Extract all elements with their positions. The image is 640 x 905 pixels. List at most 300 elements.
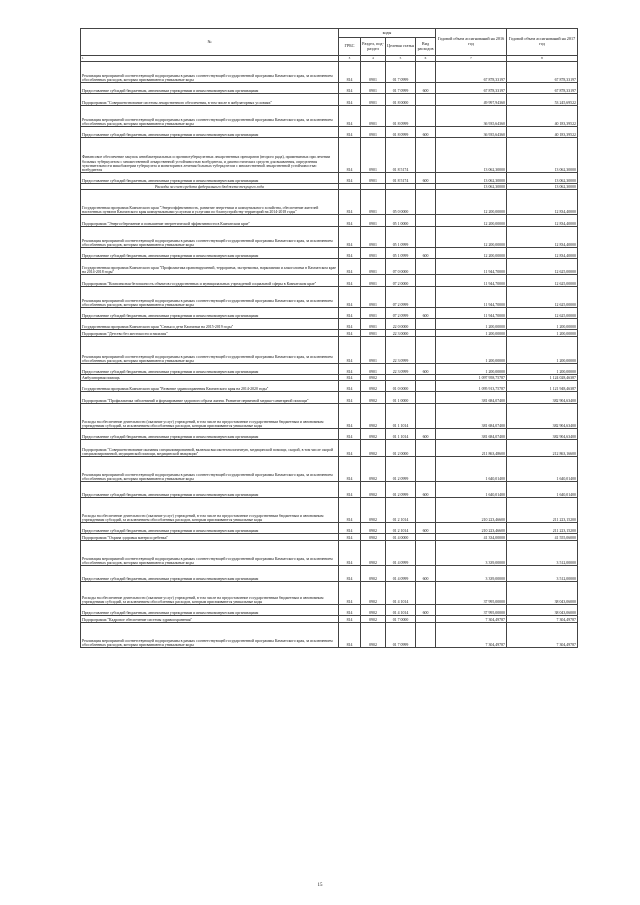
cell-grbs: 814 [339,523,361,534]
cell-amount-2017: 13 062,30000 [507,184,578,190]
cell-amount-2016: 1 640,01400 [436,482,507,498]
cell-amount-2017: 212 863,16600 [507,440,578,457]
cell-section: 0901 [361,127,386,138]
cell-expense-type: 600 [416,248,436,259]
cell-amount-2016: 12 200,00000 [436,190,507,215]
cell-expense-type [416,62,436,83]
cell-section: 0901 [361,319,386,330]
cell-amount-2016: 12 200,00000 [436,215,507,227]
cell-description: Реализация мероприятий соответствующей подпрограммы в рамках соответствующей государственной программы Камчатского края, за исключением обособленных расходов, которым присваиваются уникальные коды [81,287,339,308]
table-row [81,173,578,184]
cell-description: Реализация мероприятий соответствующей подпрограммы в рамках соответствующей государственной программы Камчатского края, за исключением обособленных расходов, которым присваиваются уникальные коды [81,62,339,83]
cell-amount-2016: 11 944,70000 [436,275,507,287]
cell-amount-2017: 7 304,49787 [507,616,578,623]
table-row [81,566,578,582]
table-row [81,457,578,482]
header-grbs: ГРБС [339,38,361,56]
table-row [81,392,578,404]
table-row [81,330,578,337]
cell-amount-2016: 1 200,00000 [436,319,507,330]
cell-expense-type: 600 [416,566,436,582]
cell-expense-type [416,319,436,330]
col-num-1: 1 [81,56,339,62]
table-row [81,482,578,498]
cell-grbs: 814 [339,215,361,227]
header-number: № [81,29,339,56]
cell-amount-2016: 3 339,00000 [436,566,507,582]
cell-amount-2016: 1 200,00000 [436,330,507,337]
cell-section: 0901 [361,227,386,248]
cell-amount-2017: 12 834,40000 [507,248,578,259]
cell-amount-2016: 11 944,70000 [436,308,507,319]
cell-description: Подпрограмма "Охрана здоровья матери и ребенка" [81,534,339,541]
cell-amount-2016: 11 944,70000 [436,287,507,308]
cell-amount-2017: 211 223,15200 [507,523,578,534]
cell-target: 01 8 5174 [386,173,416,184]
cell-amount-2016: 12 200,00000 [436,248,507,259]
cell-target: 01 4 0999 [386,541,416,566]
cell-section: 0902 [361,498,386,523]
cell-section: 0901 [361,259,386,275]
cell-section: 0901 [361,287,386,308]
cell-amount-2017: 1 200,00000 [507,330,578,337]
cell-amount-2016: 37 995,00000 [436,582,507,605]
table-row [81,616,578,623]
cell-amount-2017: 3 512,00000 [507,541,578,566]
cell-amount-2017: 7 304,49787 [507,623,578,648]
cell-expense-type: 600 [416,308,436,319]
table-body [81,62,578,648]
cell-expense-type [416,106,436,127]
cell-amount-2016: 67 878,33197 [436,83,507,94]
cell-expense-type [416,215,436,227]
cell-amount-2017: 12 834,40000 [507,227,578,248]
cell-description: Предоставление субсидий бюджетным, автономным учреждениям и иным некоммерческим организациям [81,482,339,498]
cell-amount-2017: 67 878,33197 [507,62,578,83]
cell-description: Подпрограмма "Детство без жестокости и насилия" [81,330,339,337]
cell-grbs: 814 [339,482,361,498]
cell-target: 01 8 0999 [386,106,416,127]
header-amount-2017: Годовой объем ассигнований на 2017 год [507,29,578,56]
cell-target: 01 8 0000 [386,94,416,106]
cell-grbs: 814 [339,534,361,541]
cell-amount-2016: 13 062,30000 [436,138,507,173]
table-row [81,498,578,523]
cell-target: 22 3 0999 [386,337,416,364]
table-row [81,523,578,534]
cell-grbs: 814 [339,94,361,106]
cell-grbs: 814 [339,541,361,566]
table-row [81,308,578,319]
cell-section: 0902 [361,404,386,429]
cell-amount-2016: 13 062,30000 [436,173,507,184]
cell-expense-type [416,582,436,605]
cell-description: Реализация мероприятий соответствующей подпрограммы в рамках соответствующей государственной программы Камчатского края, за исключением обособленных расходов, которым присваиваются уникальные коды [81,227,339,248]
cell-description: Предоставление субсидий бюджетным, автономным учреждениям и иным некоммерческим организациям [81,308,339,319]
table-row [81,381,578,392]
cell-amount-2016: 41 334,00000 [436,534,507,541]
cell-section: 0901 [361,62,386,83]
cell-section: 0901 [361,173,386,184]
cell-expense-type: 600 [416,605,436,616]
cell-section: 0902 [361,457,386,482]
cell-section: 0901 [361,106,386,127]
cell-amount-2016: 36 935,64360 [436,106,507,127]
cell-amount-2016: 13 062,30000 [436,184,507,190]
cell-amount-2017: 211 223,15200 [507,498,578,523]
cell-expense-type [416,275,436,287]
cell-grbs: 814 [339,62,361,83]
cell-amount-2017: 67 878,33197 [507,83,578,94]
cell-description: Подпрограмма "Комплексная безопасность объектов государственных и муниципальных учреждений социальной сферы в Камчатском крае" [81,275,339,287]
cell-description: Предоставление субсидий бюджетным, автономным учреждениям и иным некоммерческим организациям [81,248,339,259]
cell-amount-2017: 382 904,63400 [507,429,578,440]
table-row [81,623,578,648]
cell-description: Реализация мероприятий соответствующей подпрограммы в рамках соответствующей государственной программы Камчатского края, за исключением обособленных расходов, которым присваиваются уникальные коды [81,337,339,364]
cell-expense-type: 600 [416,523,436,534]
cell-section: 0901 [361,275,386,287]
cell-amount-2016: 210 223,46600 [436,523,507,534]
cell-amount-2016: 1 097 958,75787 [436,375,507,381]
cell-description: Расходы на обеспечение деятельности (оказание услуг) учреждений, в том числе на предоставление государственным бюджетным и автономным учреждениям субсидий, за исключением обособленных расходов, которым присваиваются уникальные коды [81,498,339,523]
col-num-6: 6 [416,56,436,62]
cell-amount-2016: 7 304,49787 [436,623,507,648]
cell-amount-2017: 1 121 948,46387 [507,381,578,392]
cell-target: 07 2 0999 [386,287,416,308]
cell-section: 0902 [361,392,386,404]
cell-grbs: 814 [339,275,361,287]
cell-expense-type [416,616,436,623]
table-row [81,364,578,375]
cell-description: Государственная программа Камчатского края "Семья и дети Камчатки на 2015-2019 годы" [81,319,339,330]
table-row [81,429,578,440]
cell-target: 01 2 0999 [386,457,416,482]
cell-section: 0902 [361,623,386,648]
cell-grbs: 814 [339,287,361,308]
cell-section: 0902 [361,429,386,440]
cell-description: Подпрограмма "Совершенствование системы лекарственного обеспечения, в том числе в амбулаторных условиях" [81,94,339,106]
cell-expense-type [416,498,436,523]
cell-amount-2016: 210 223,46600 [436,498,507,523]
cell-amount-2017: 3 512,00000 [507,566,578,582]
cell-expense-type [416,623,436,648]
col-num-4: 4 [361,56,386,62]
cell-grbs: 814 [339,330,361,337]
cell-amount-2017: 12 625,00000 [507,275,578,287]
table-row [81,404,578,429]
budget-sheet [80,28,577,648]
cell-description: Государственная программа Камчатского края "Развитие здравоохранения Камчатского края на 2014-2020 годы" [81,381,339,392]
header-expense-type: Вид расходов [416,38,436,56]
cell-amount-2017: 38 043,06000 [507,605,578,616]
cell-amount-2017: 1 200,00000 [507,319,578,330]
cell-grbs: 814 [339,337,361,364]
cell-amount-2017: 40 183,39522 [507,106,578,127]
cell-amount-2017: 13 062,30000 [507,173,578,184]
table-row [81,287,578,308]
cell-amount-2016: 11 944,70000 [436,259,507,275]
cell-description: Государственная программа Камчатского края "Профилактика правонарушений, терроризма, экстремизма, наркомании и алкоголизма в Камчатском крае на 2014-2018 годы" [81,259,339,275]
cell-expense-type: 600 [416,127,436,138]
cell-target: 05 1 0999 [386,227,416,248]
cell-grbs: 814 [339,173,361,184]
cell-grbs: 814 [339,259,361,275]
cell-grbs: 814 [339,138,361,173]
cell-amount-2017: 382 904,63400 [507,404,578,429]
cell-expense-type [416,337,436,364]
cell-expense-type [416,534,436,541]
cell-target: 01 2 1014 [386,523,416,534]
table-row [81,605,578,616]
cell-amount-2016: 37 995,00000 [436,605,507,616]
header-target: Целевая статья [386,38,416,56]
cell-grbs: 814 [339,190,361,215]
cell-amount-2017: 1 200,00000 [507,364,578,375]
cell-expense-type [416,227,436,248]
cell-expense-type [416,392,436,404]
cell-section: 0902 [361,381,386,392]
cell-description: Подпрограмма "Совершенствование оказания специализированной, включая высокотехнологичную, медицинской помощи, скорой, в том числе скорой специализированной, медицинской помощи, медицинской эвакуации" [81,440,339,457]
cell-section: 0901 [361,215,386,227]
cell-target: 01 8 5174 [386,138,416,173]
cell-amount-2016: 67 878,33197 [436,62,507,83]
cell-grbs: 814 [339,566,361,582]
cell-amount-2016: 1 200,00000 [436,337,507,364]
cell-description: Предоставление субсидий бюджетным, автономным учреждениям и иным некоммерческим организациям [81,429,339,440]
cell-target: 01 1 1014 [386,429,416,440]
cell-expense-type [416,138,436,173]
cell-amount-2016: 381 684,07400 [436,404,507,429]
cell-section: 0902 [361,523,386,534]
header-amount-2016: Годовой объем ассигнований на 2016 год [436,29,507,56]
cell-expense-type [416,94,436,106]
col-num-7: 7 [436,56,507,62]
page-number: 15 [317,883,323,888]
cell-expense-type: 600 [416,429,436,440]
cell-description: Предоставление субсидий бюджетным, автономным учреждениям и иным некоммерческим организациям [81,173,339,184]
cell-section: 0902 [361,616,386,623]
cell-amount-2017: 41 555,06000 [507,534,578,541]
cell-expense-type [416,381,436,392]
cell-description: Подпрограмма "Энергосбережение и повышение энергетической эффективности в Камчатском крае" [81,215,339,227]
cell-amount-2017: 12 625,00000 [507,308,578,319]
table-row [81,541,578,566]
cell-description: Расходы на обеспечение деятельности (оказание услуг) учреждений, в том числе на предоставление государственным бюджетным и автономным учреждениям субсидий, за исключением обособленных расходов, которым присваиваются уникальные коды [81,582,339,605]
cell-target: 01 4 0000 [386,534,416,541]
cell-description: Реализация мероприятий соответствующей подпрограммы в рамках соответствующей государственной программы Камчатского края, за исключением обособленных расходов, которым присваиваются уникальные коды [81,457,339,482]
cell-section: 0902 [361,534,386,541]
table-row [81,534,578,541]
cell-description: Реализация мероприятий соответствующей подпрограммы в рамках соответствующей государственной программы Камчатского края, за исключением обособленных расходов, которым присваиваются уникальные коды [81,623,339,648]
cell-amount-2017: 12 834,40000 [507,215,578,227]
table-row [81,94,578,106]
cell-expense-type [416,541,436,566]
cell-amount-2017: 53 245,69522 [507,94,578,106]
cell-grbs: 814 [339,375,361,381]
cell-expense-type [416,259,436,275]
cell-amount-2016: 381 684,07400 [436,429,507,440]
cell-description: Расходы за счет средств федерального бюджета текущего года [81,184,339,190]
table-row [81,227,578,248]
table-row [81,138,578,173]
cell-amount-2016: 381 684,07400 [436,392,507,404]
cell-grbs: 814 [339,457,361,482]
table-row [81,248,578,259]
table-row [81,440,578,457]
table-row [81,127,578,138]
cell-section: 0902 [361,605,386,616]
cell-section: 0901 [361,248,386,259]
cell-amount-2016: 12 200,00000 [436,227,507,248]
cell-description: Предоставление субсидий бюджетным, автономным учреждениям и иным некоммерческим организациям [81,605,339,616]
cell-description: Подпрограмма "Профилактика заболеваний и формирование здорового образа жизни. Развитие первичной медико-санитарной помощи" [81,392,339,404]
cell-section: 0902 [361,541,386,566]
cell-target: 01 7 0999 [386,62,416,83]
cell-grbs: 814 [339,319,361,330]
cell-description: Предоставление субсидий бюджетным, автономным учреждениям и иным некоммерческим организациям [81,127,339,138]
cell-target: 01 1 0000 [386,392,416,404]
cell-grbs: 814 [339,106,361,127]
cell-section: 0901 [361,190,386,215]
table-row [81,275,578,287]
cell-grbs: 814 [339,605,361,616]
cell-expense-type: 600 [416,364,436,375]
cell-target: 01 2 1014 [386,498,416,523]
table-row [81,190,578,215]
cell-target: 05 1 0000 [386,215,416,227]
cell-target: 01 2 0000 [386,440,416,457]
cell-expense-type [416,404,436,429]
cell-target: 01 7 0999 [386,83,416,94]
cell-grbs: 814 [339,381,361,392]
cell-description: Реализация мероприятий соответствующей подпрограммы в рамках соответствующей государственной программы Камчатского края, за исключением обособленных расходов, которым присваиваются уникальные коды [81,106,339,127]
budget-table [80,28,578,648]
cell-section: 0901 [361,330,386,337]
table-row [81,215,578,227]
cell-grbs: 814 [339,127,361,138]
cell-target: 22 0 0000 [386,319,416,330]
table-row [81,62,578,83]
cell-amount-2016: 1 095 913,75787 [436,381,507,392]
cell-target: 05 1 0999 [386,248,416,259]
cell-section: 0901 [361,83,386,94]
cell-target: 07 0 0000 [386,259,416,275]
header-section: Раздел, под-раздел [361,38,386,56]
cell-grbs: 814 [339,227,361,248]
cell-grbs: 814 [339,498,361,523]
cell-description: Расходы на обеспечение деятельности (оказание услуг) учреждений, в том числе на предоставление государственным бюджетным и автономным учреждениям субсидий, за исключением обособленных расходов, которым присваиваются уникальные коды [81,404,339,429]
col-num-8: 8 [507,56,578,62]
cell-grbs: 814 [339,308,361,319]
cell-amount-2016: 49 997,94360 [436,94,507,106]
cell-amount-2017: 12 834,40000 [507,190,578,215]
cell-target: 01 7 0000 [386,616,416,623]
cell-target: 01 1 1014 [386,404,416,429]
table-row [81,106,578,127]
cell-amount-2017: 12 625,00000 [507,287,578,308]
cell-target: 01 0 0000 [386,381,416,392]
cell-amount-2016: 36 935,64360 [436,127,507,138]
cell-expense-type: 600 [416,83,436,94]
header-codes: коды [339,29,436,38]
table-header [81,29,578,62]
cell-target: 01 4 1014 [386,605,416,616]
cell-target: 05 0 0000 [386,190,416,215]
cell-target: 22 3 0000 [386,330,416,337]
cell-grbs: 814 [339,404,361,429]
table-row [81,319,578,330]
table-row [81,83,578,94]
table-row [81,337,578,364]
col-num-5: 5 [386,56,416,62]
cell-description: Амбулаторная помощь [81,375,339,381]
cell-description: Финансовое обеспечение закупок антибактериальных и противотуберкулезных лекарственных препаратов (второго ряда), применяемых при лечении больных туберкулезом с множественной лекарственной устойчивостью возбудителя, и диагностических средств для выявления, определения чувствительности микобактерии туберкулеза и мониторинга лечения больных туберкулезом с множественной лекарственной устойчивостью возбудителя [81,138,339,173]
cell-expense-type [416,330,436,337]
cell-target: 22 3 0999 [386,364,416,375]
cell-amount-2017: 1 200,00000 [507,337,578,364]
cell-amount-2016: 211 863,48600 [436,440,507,457]
cell-description: Реализация мероприятий соответствующей подпрограммы в рамках соответствующей государственной программы Камчатского края, за исключением обособленных расходов, которым присваиваются уникальные коды [81,541,339,566]
cell-expense-type [416,287,436,308]
cell-description: Предоставление субсидий бюджетным, автономным учреждениям и иным некоммерческим организациям [81,364,339,375]
table-row [81,582,578,605]
cell-target: 07 2 0000 [386,275,416,287]
cell-section: 0902 [361,482,386,498]
cell-section: 0902 [361,440,386,457]
cell-section: 0901 [361,138,386,173]
cell-amount-2017: 12 625,00000 [507,259,578,275]
cell-expense-type [416,190,436,215]
cell-section: 0902 [361,582,386,605]
cell-amount-2016: 1 200,00000 [436,364,507,375]
cell-section: 0901 [361,364,386,375]
cell-amount-2016: 7 304,49787 [436,616,507,623]
cell-amount-2017: 1 640,01400 [507,482,578,498]
cell-section: 0901 [361,337,386,364]
cell-amount-2017: 40 183,39522 [507,127,578,138]
table-row [81,259,578,275]
cell-grbs: 814 [339,623,361,648]
cell-expense-type [416,440,436,457]
cell-section: 0901 [361,308,386,319]
cell-amount-2016: 3 339,00000 [436,541,507,566]
cell-grbs: 814 [339,429,361,440]
cell-target: 01 2 0999 [386,482,416,498]
cell-target: 01 8 0999 [386,127,416,138]
cell-section: 0902 [361,375,386,381]
cell-description: Предоставление субсидий бюджетным, автономным учреждениям и иным некоммерческим организациям [81,523,339,534]
cell-grbs: 814 [339,364,361,375]
cell-section: 0902 [361,566,386,582]
cell-amount-2017: 13 062,30000 [507,138,578,173]
cell-amount-2017: 1 124 028,46387 [507,375,578,381]
cell-section: 0901 [361,94,386,106]
cell-expense-type: 600 [416,482,436,498]
cell-amount-2017: 38 043,06000 [507,582,578,605]
cell-target: 07 2 0999 [386,308,416,319]
cell-amount-2017: 1 640,01400 [507,457,578,482]
cell-grbs: 814 [339,616,361,623]
cell-description: Предоставление субсидий бюджетным, автономным учреждениям и иным некоммерческим организациям [81,83,339,94]
cell-target: 01 4 0999 [386,566,416,582]
cell-description: Предоставление субсидий бюджетным, автономным учреждениям и иным некоммерческим организациям [81,566,339,582]
col-num-3: 3 [339,56,361,62]
cell-amount-2016: 1 640,01400 [436,457,507,482]
cell-grbs: 814 [339,392,361,404]
cell-description: Подпрограмма "Кадровое обеспечение системы здравоохранения" [81,616,339,623]
cell-target: 01 7 0999 [386,623,416,648]
cell-expense-type: 600 [416,173,436,184]
